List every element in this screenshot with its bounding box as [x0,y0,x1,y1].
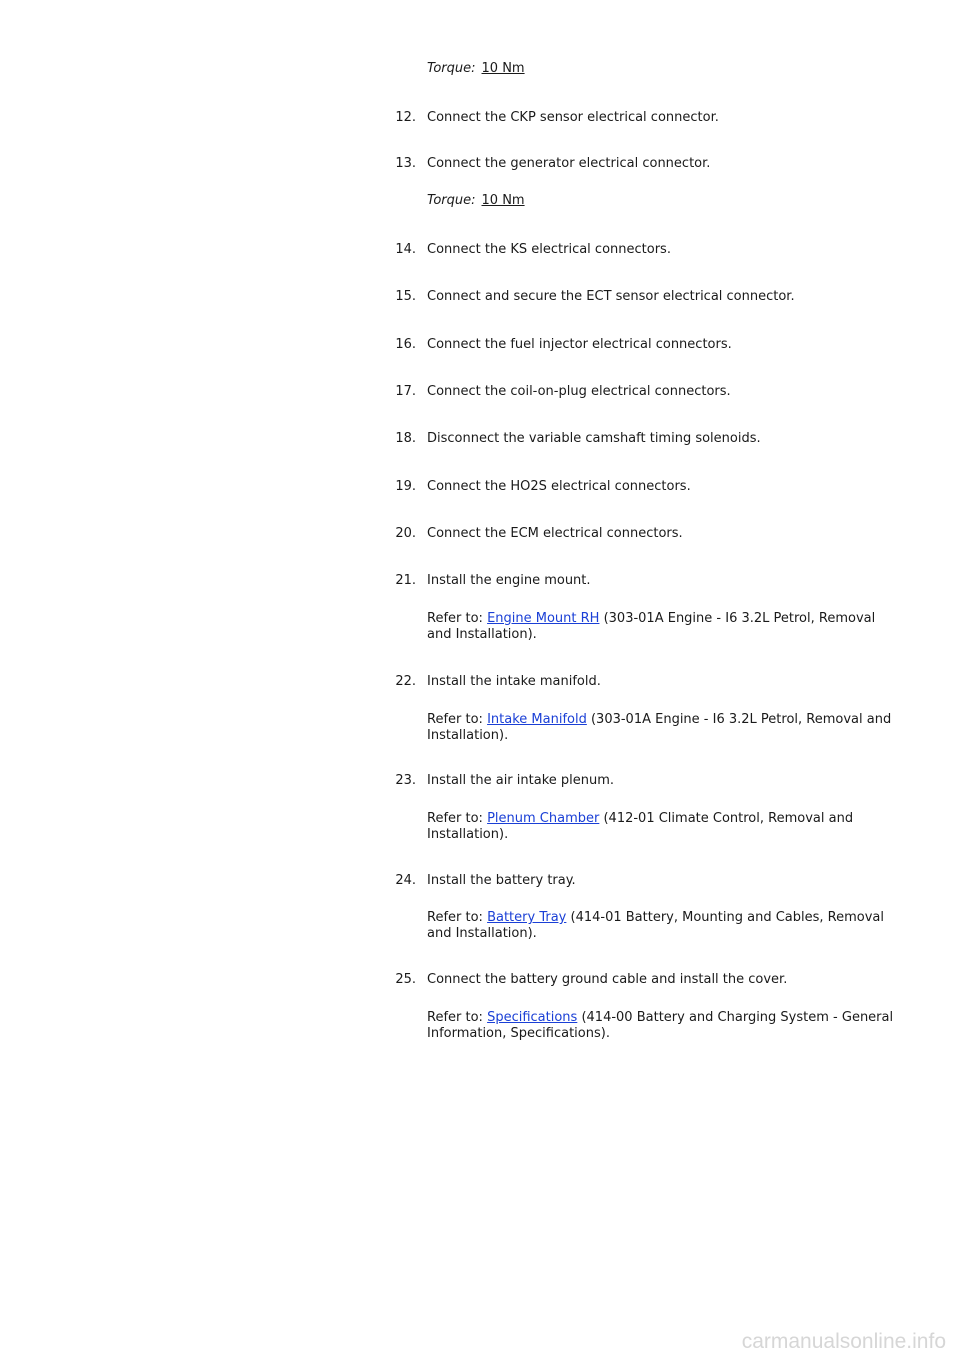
step-number: 19. [395,479,416,494]
refer-to-label: Refer to: [427,712,483,727]
step-number: 15. [395,289,416,304]
link-specifications[interactable]: Specifications [487,1010,578,1025]
reference [427,611,897,643]
step-text: Connect the ECM electrical connectors. [427,526,683,541]
step-number: 21. [395,573,416,588]
torque-label: Torque: [427,61,476,76]
step-text: Connect the KS electrical connectors. [427,242,671,257]
link-plenum-chamber[interactable]: Plenum Chamber [487,811,600,826]
step-number: 23. [395,773,416,788]
step-text: Install the intake manifold. [427,674,601,689]
link-engine-mount-rh[interactable]: Engine Mount RH [487,611,600,626]
watermark: carmanualsonline.info [741,1330,946,1353]
torque-spec [427,61,525,77]
torque-label: Torque: [427,193,476,208]
step-text: Connect and secure the ECT sensor electrical connector. [427,289,795,304]
link-battery-tray[interactable]: Battery Tray [487,910,567,925]
reference [427,811,897,843]
reference [427,712,897,744]
step-text: Connect the generator electrical connector. [427,156,711,171]
step-number: 17. [395,384,416,399]
reference-detail: (303-01A Engine - I6 3.2L Petrol, Removal and Installation). [427,611,876,642]
step-text: Install the engine mount. [427,573,591,588]
step-number: 22. [395,674,416,689]
refer-to-label: Refer to: [427,611,483,626]
step-text: Disconnect the variable camshaft timing solenoids. [427,431,761,446]
step-number: 14. [395,242,416,257]
step-text: Install the battery tray. [427,873,576,888]
step-number: 18. [395,431,416,446]
step-text: Connect the CKP sensor electrical connector. [427,110,719,125]
step-number: 20. [395,526,416,541]
reference [427,910,897,942]
step-text: Install the air intake plenum. [427,773,615,788]
reference-detail: (414-00 Battery and Charging System - General Information, Specifications). [427,1010,894,1041]
reference [427,1010,897,1042]
step-text: Connect the coil-on-plug electrical connectors. [427,384,731,399]
step-number: 16. [395,337,416,352]
refer-to-label: Refer to: [427,811,483,826]
step-number: 24. [395,873,416,888]
step-number: 13. [395,156,416,171]
step-number: 25. [395,972,416,987]
torque-value: 10 Nm [481,193,525,208]
step-text: Connect the fuel injector electrical connectors. [427,337,732,352]
step-text: Connect the battery ground cable and install the cover. [427,972,788,987]
link-intake-manifold[interactable]: Intake Manifold [487,712,587,727]
reference-detail: (414-01 Battery, Mounting and Cables, Removal and Installation). [427,910,884,941]
refer-to-label: Refer to: [427,1010,483,1025]
step-number: 12. [395,110,416,125]
reference-detail: (412-01 Climate Control, Removal and Installation). [427,811,854,842]
torque-value: 10 Nm [481,61,525,76]
reference-detail: (303-01A Engine - I6 3.2L Petrol, Removal and Installation). [427,712,892,743]
step-text: Connect the HO2S electrical connectors. [427,479,691,494]
torque-spec [427,193,525,209]
refer-to-label: Refer to: [427,910,483,925]
